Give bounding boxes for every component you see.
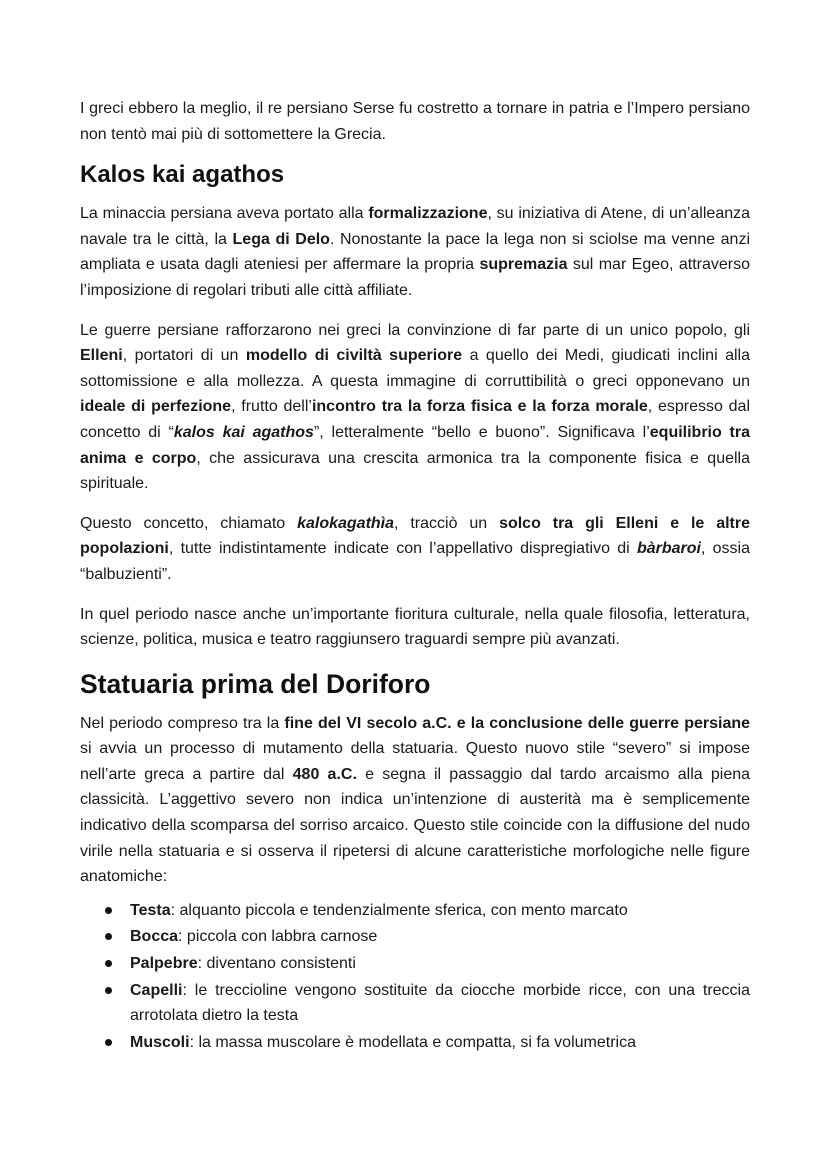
- bullet-icon: [105, 907, 112, 914]
- bold-italic-text: bàrbaroi: [636, 540, 701, 558]
- intro-paragraph: I greci ebbero la meglio, il re persiano Serse fu costretto a tornare in patria e l’Impero persiano non tentò mai più di sottomettere la Grecia.: [80, 100, 750, 143]
- list-term: Capelli: [130, 981, 183, 999]
- list-item: [80, 978, 750, 1029]
- text-run: , su iniziativa di Atene, di un’alleanza navale tra le città, la: [80, 205, 751, 248]
- bold-text: solco tra gli Elleni e le altre popolazioni: [80, 514, 751, 558]
- document-page: [80, 96, 750, 1056]
- text-run: , portatori di un: [122, 347, 246, 365]
- list-desc: : alquanto piccola e tendenzialmente sferica, con mento marcato: [170, 901, 628, 919]
- list-desc: : la massa muscolare è modellata e compatta, si fa volumetrica: [189, 1033, 636, 1051]
- bold-italic-text: kalos kai agathos: [173, 423, 314, 441]
- bold-text: 480 a.C.: [292, 765, 357, 783]
- text-run: , che assicurava una crescita armonica tra la componente fisica e quella spirituale.: [80, 449, 750, 493]
- bullet-icon: [105, 987, 112, 994]
- text-run: Nel periodo compreso tra la: [80, 714, 285, 732]
- paragraph-lega-di-delo: [80, 201, 750, 303]
- bold-text: modello di civiltà superiore: [245, 347, 463, 365]
- text-run: , ossia “balbuzienti”.: [80, 540, 751, 583]
- text-run: sul mar Egeo, attraverso l’imposizione di regolari tributi alle città affiliate.: [80, 256, 750, 299]
- bold-text: formalizzazione: [368, 205, 488, 223]
- text-run: Le guerre persiane rafforzarono nei greci la convinzione di far parte di un unico popolo, gli: [80, 321, 750, 339]
- list-desc: : piccola con labbra carnose: [178, 928, 378, 946]
- text-run: Questo concetto, chiamato: [80, 514, 298, 532]
- list-term: Testa: [130, 901, 171, 919]
- section-heading-kalos: Kalos kai agathos: [80, 161, 285, 189]
- bold-text: Elleni: [80, 347, 123, 365]
- list-desc: : le treccioline vengono sostituite da ciocche morbide ricce, con una treccia arrotolata dietro la testa: [130, 981, 750, 1025]
- text-run: ”, letteralmente “bello e buono”. Significava l’: [313, 423, 650, 441]
- features-list: [80, 898, 750, 1056]
- bullet-icon: [105, 1039, 112, 1046]
- bold-text: fine del VI secolo a.C. e la conclusione delle guerre persiane: [284, 714, 751, 732]
- bold-text: ideale di perfezione: [80, 398, 232, 416]
- text-run: . Nonostante la pace la lega non si sciolse ma venne anzi ampliata e usata dagli ateniesi per affermare la propria: [80, 230, 751, 274]
- list-desc: : diventano consistenti: [197, 955, 356, 973]
- section-heading-statuaria: Statuaria prima del Doriforo: [80, 668, 431, 699]
- paragraph-kalokagathia: [80, 511, 750, 588]
- text-run: , espresso dal concetto di “: [80, 398, 751, 441]
- list-item: [80, 898, 750, 924]
- bold-text: supremazia: [479, 256, 568, 274]
- paragraph-elleni: [80, 318, 750, 497]
- text-run: , frutto dell’: [231, 398, 312, 416]
- list-term: Palpebre: [130, 955, 198, 973]
- list-term: Bocca: [130, 928, 179, 946]
- bold-text: Lega di Delo: [232, 230, 330, 248]
- list-item: [80, 924, 750, 950]
- bold-italic-text: kalokagathìa: [297, 514, 395, 532]
- bold-text: incontro tra la forza fisica e la forza morale: [311, 398, 648, 416]
- bullet-icon: [105, 960, 112, 967]
- bullet-icon: [105, 933, 112, 940]
- list-term: Muscoli: [130, 1033, 190, 1051]
- text-run: e segna il passaggio dal tardo arcaismo alla piena classicità. L’aggettivo severo non indica un’intenzione di austerità ma è semplicemente indicativo della scomparsa del sorriso arcaico. Questo stile coincide con la diffusione del nudo virile nella statuaria e si osserva il ripetersi di alcune caratteristiche morfologiche nelle figure anatomiche:: [80, 765, 751, 886]
- paragraph-fioritura: In quel periodo nasce anche un’importante fioritura culturale, nella quale filosofia, letteratura, scienze, politica, musica e teatro raggiunsero traguardi sempre più avanzati.: [80, 605, 750, 649]
- text-run: , tracciò un: [394, 514, 500, 532]
- text-run: La minaccia persiana aveva portato alla: [80, 205, 369, 223]
- list-item: [80, 951, 750, 977]
- list-item: [80, 1030, 750, 1056]
- text-run: , tutte indistintamente indicate con l’appellativo dispregiativo di: [168, 540, 637, 558]
- paragraph-stile-severo: [80, 711, 750, 890]
- text-run: a quello dei Medi, giudicati inclini alla sottomissione e alla mollezza. A questa immagine di corruttibilità o greci opponevano un: [80, 347, 751, 390]
- bold-text: equilibrio tra anima e corpo: [80, 423, 751, 467]
- text-run: si avvia un processo di mutamento della statuaria. Questo nuovo stile “severo” si impose nell’arte greca a partire dal: [80, 740, 750, 783]
